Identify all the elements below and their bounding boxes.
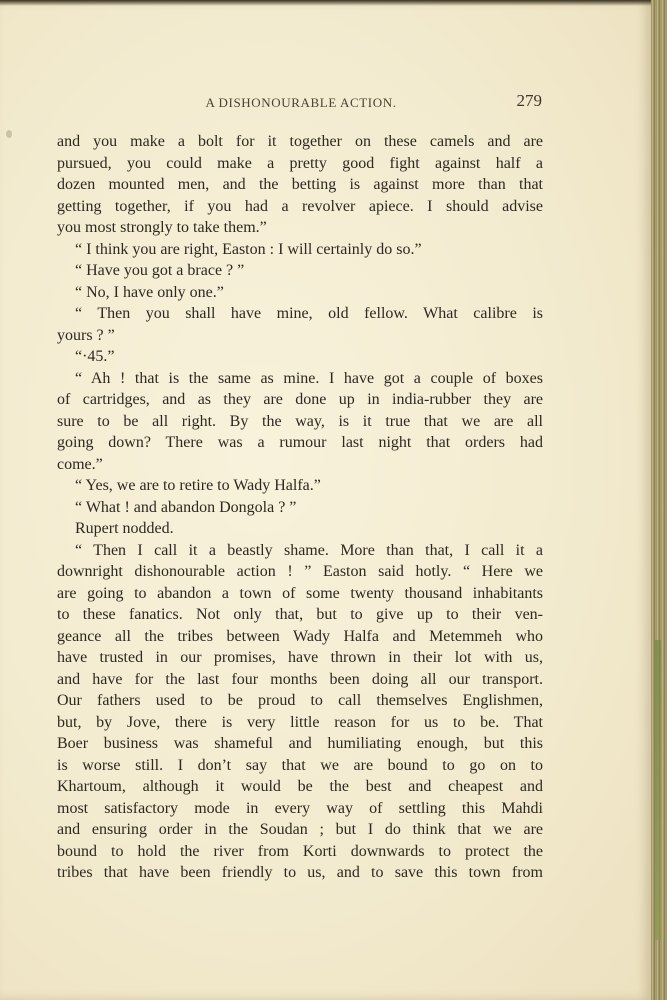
- text-line: going down? There was a rumour last night that orders had: [57, 434, 543, 451]
- text-line: “ Ah ! that is the same as mine. I have got a couple of boxes: [75, 369, 543, 387]
- running-head: [58, 91, 544, 115]
- text-line: getting together, if you had a revolver apiece. I should advise: [57, 197, 543, 215]
- text-line: and ensuring order in the Soudan ; but I do think that we are: [57, 821, 543, 838]
- text-line: Rupert nodded.: [75, 520, 174, 537]
- text-line: most satisfactory mode in every way of settling this Mahdi: [57, 799, 543, 817]
- text-line: “ No, I have only one.”: [75, 283, 224, 301]
- text-line: and you make a bolt for it together on these camels and are: [57, 133, 543, 150]
- text-line: “ I think you are right, Easton : I will certainly do so.”: [75, 240, 422, 258]
- body-text: [57, 131, 543, 884]
- page-number: 279: [516, 91, 542, 110]
- text-line: bound to hold the river from Korti downwards to protect the: [57, 842, 543, 860]
- text-line: “ Yes, we are to retire to Wady Halfa.”: [75, 477, 321, 494]
- text-line: and have for the last four months been doing all our transport.: [57, 670, 543, 688]
- text-line: Our fathers used to be proud to call themselves Englishmen,: [57, 692, 543, 709]
- text-line: geance all the tribes between Wady Halfa and Metemmeh who: [57, 627, 543, 645]
- text-line: yours ? ”: [57, 326, 115, 344]
- text-line: sure to be all right. By the way, is it true that we are all: [57, 412, 543, 430]
- text-line: “ Then you shall have mine, old fellow. What calibre is: [75, 305, 543, 322]
- top-shadow: [0, 0, 651, 6]
- text-line: have trusted in our promises, have thrown in their lot with us,: [57, 649, 543, 666]
- page-edge-stain: [655, 640, 661, 940]
- text-line: “ Then I call it a beastly shame. More than that, I call it a: [75, 541, 543, 559]
- text-line: to these fanatics. Not only that, but to give up to their ven-: [57, 606, 543, 623]
- page-smudge: [6, 130, 12, 138]
- text-line: come.”: [57, 455, 103, 473]
- text-line: are going to abandon a town of some twenty thousand inhabitants: [57, 584, 543, 602]
- text-line: downright dishonourable action ! ” Easton said hotly. “ Here we: [57, 563, 543, 580]
- text-line: “·45.”: [75, 348, 115, 365]
- running-title: A DISHONOURABLE ACTION.: [205, 95, 397, 110]
- text-line: of cartridges, and as they are done up in india-rubber they are: [57, 391, 543, 408]
- text-line: pursued, you could make a pretty good fight against half a: [57, 154, 543, 172]
- text-line: tribes that have been friendly to us, and to save this town from: [57, 864, 543, 881]
- text-line: “ What ! and abandon Dongola ? ”: [75, 498, 297, 516]
- text-line: Khartoum, although it would be the best and cheapest and: [57, 778, 543, 795]
- text-line: Boer business was shameful and humiliating enough, but this: [57, 735, 543, 752]
- text-line: is worse still. I don’t say that we are bound to go on to: [57, 756, 543, 774]
- text-line: you most strongly to take them.”: [57, 219, 267, 236]
- text-line: but, by Jove, there is very little reason for us to be. That: [57, 713, 543, 731]
- text-line: dozen mounted men, and the betting is against more than that: [57, 176, 543, 193]
- text-line: “ Have you got a brace ? ”: [75, 262, 245, 279]
